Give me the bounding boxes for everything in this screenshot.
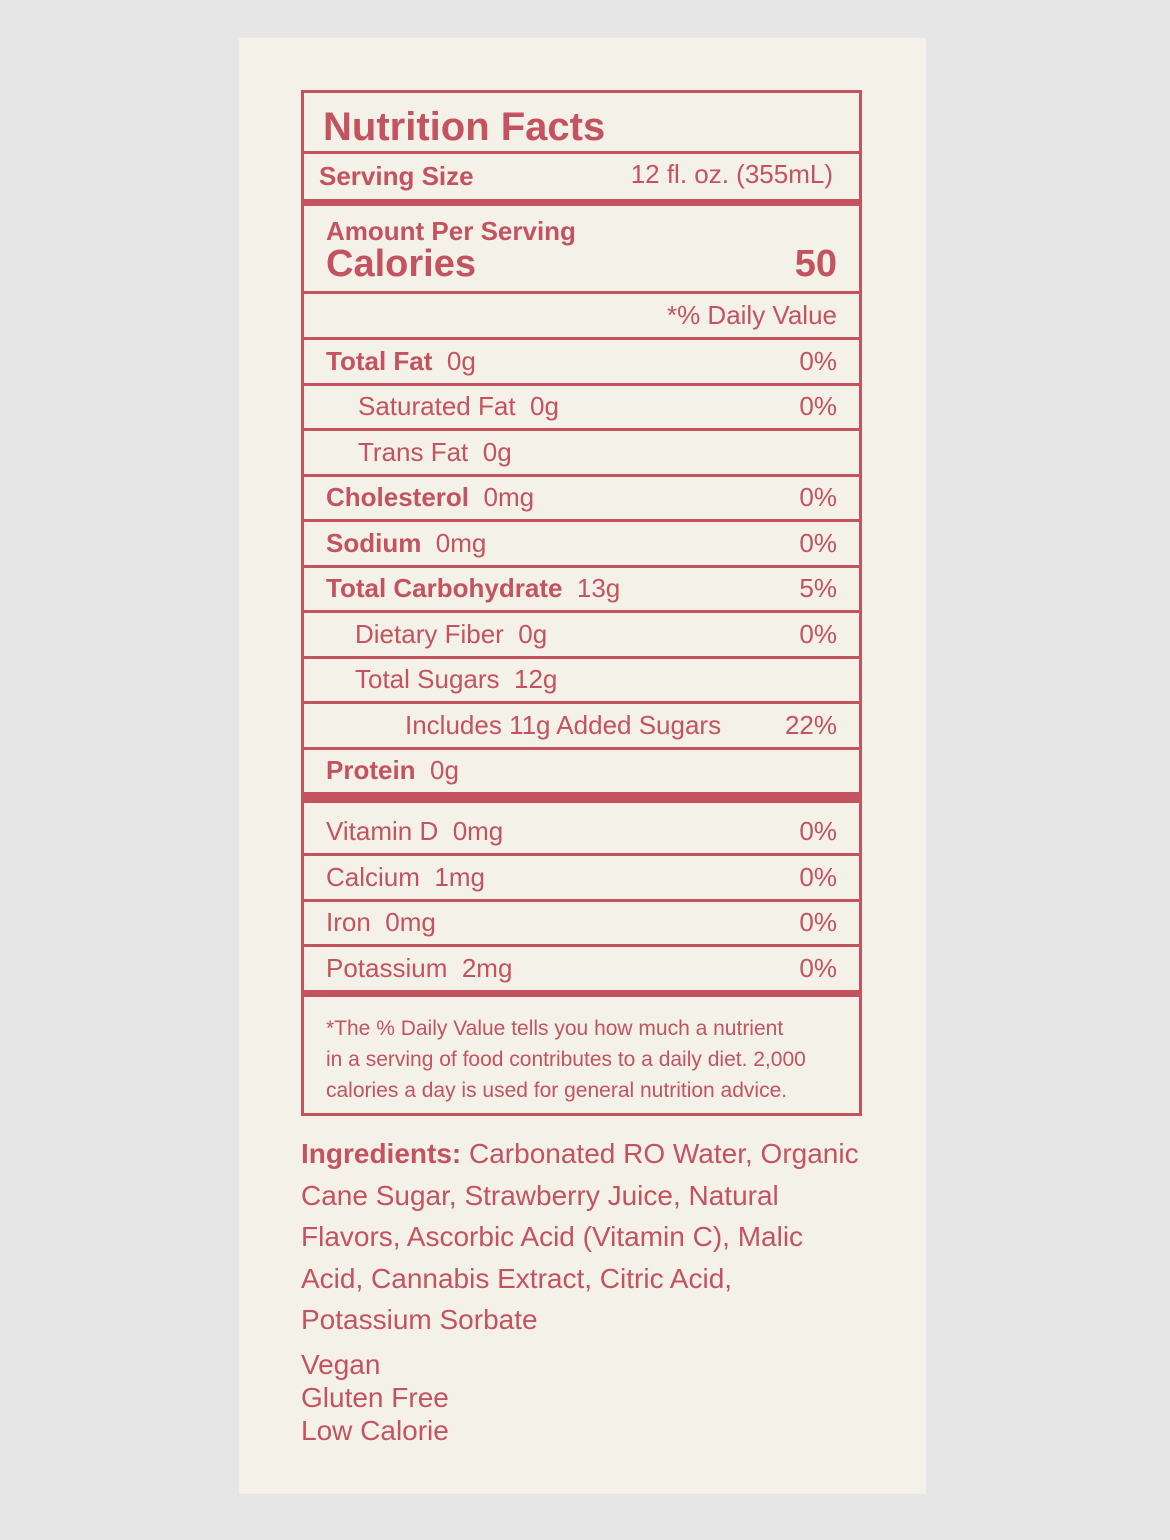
vitamin-dv: 0%: [799, 953, 837, 983]
nutrient-amount: 0g: [446, 346, 476, 376]
nutrient-amount: 0mg: [483, 482, 535, 512]
nutrient-name: Dietary Fiber: [355, 619, 504, 649]
divider: [304, 610, 859, 613]
nutrient-dv: 0%: [799, 346, 837, 376]
nutrient-amount: 0mg: [435, 528, 487, 558]
divider: [304, 853, 859, 856]
footnote-line: *The % Daily Value tells you how much a nutrient: [326, 1017, 784, 1040]
nutrient-dv: 5%: [799, 573, 837, 603]
nutrient-amount: 0g: [530, 391, 559, 421]
divider: [304, 944, 859, 947]
calories-value: 50: [794, 243, 837, 285]
nutrient-dv: 22%: [784, 710, 837, 740]
nutrient-name: Cholesterol: [326, 482, 470, 512]
nutrient-amount: 0g: [518, 619, 548, 649]
divider: [304, 151, 859, 154]
nutrient-name: Saturated Fat: [358, 391, 516, 421]
thick-divider: [304, 199, 859, 206]
divider: [304, 474, 859, 477]
vitamin-name: Calcium: [326, 862, 420, 892]
vitamin-name: Vitamin D: [326, 816, 439, 846]
calories-label: Calories: [326, 243, 476, 285]
daily-value-header: *% Daily Value: [666, 300, 837, 330]
divider: [304, 899, 859, 902]
thick-divider: [304, 792, 859, 803]
nutrient-name: Trans Fat: [358, 437, 469, 467]
footnote: [326, 1013, 846, 1106]
thick-divider: [304, 990, 859, 997]
vitamin-amount: 2mg: [461, 953, 513, 983]
vitamin-name: Potassium: [326, 953, 448, 983]
nutrient-name: Sodium: [326, 528, 422, 558]
tag-vegan: Vegan: [301, 1349, 381, 1380]
divider: [304, 428, 859, 431]
nutrient-name: Total Sugars: [355, 664, 500, 694]
divider: [304, 656, 859, 659]
nutrient-amount: 13g: [576, 573, 621, 603]
vitamin-dv: 0%: [799, 862, 837, 892]
divider: [304, 747, 859, 750]
nutrient-dv: 0%: [799, 528, 837, 558]
footnote-line: calories a day is used for general nutrition advice.: [326, 1079, 788, 1102]
tag-low-calorie: Low Calorie: [301, 1415, 449, 1446]
nutrient-dv: 0%: [799, 391, 837, 421]
vitamin-dv: 0%: [799, 816, 837, 846]
nutrient-dv: 0%: [799, 482, 837, 512]
divider: [304, 701, 859, 704]
nutrient-amount: 12g: [513, 664, 558, 694]
nutrient-name: Includes 11g Added Sugars: [405, 710, 722, 740]
footnote-line: in a serving of food contributes to a daily diet. 2,000: [326, 1048, 806, 1071]
divider: [304, 291, 859, 294]
nutrient-name: Total Fat: [326, 346, 433, 376]
divider: [304, 565, 859, 568]
amount-per-serving: Amount Per Serving: [326, 216, 576, 246]
divider: [304, 383, 859, 386]
nutrient-amount: 0g: [430, 755, 459, 785]
vitamin-amount: 0mg: [452, 816, 504, 846]
vitamin-amount: 0mg: [385, 907, 436, 937]
ingredients: [301, 1133, 866, 1341]
vitamin-amount: 1mg: [434, 862, 485, 892]
ingredients-label: Ingredients:: [301, 1138, 462, 1169]
divider: [304, 519, 859, 522]
serving-size-value: 12 fl. oz. (355mL): [630, 159, 833, 189]
panel-title: Nutrition Facts: [323, 105, 606, 149]
divider: [304, 337, 859, 340]
serving-size-label: Serving Size: [319, 161, 474, 191]
nutrient-name: Total Carbohydrate: [326, 573, 563, 603]
tag-gluten-free: Gluten Free: [301, 1382, 449, 1413]
nutrient-dv: 0%: [799, 619, 837, 649]
ingredients-text: Carbonated RO Water, Organic Cane Sugar, Strawberry Juice, Natural Flavors, Ascorbic Acid (Vitamin C), Malic Acid, Cannabis Extract, Citric Acid, Potassium Sorbate: [301, 1138, 859, 1335]
nutrient-name: Protein: [326, 755, 416, 785]
vitamin-dv: 0%: [799, 907, 837, 937]
nutrient-amount: 0g: [482, 437, 512, 467]
nutrition-facts-panel: [301, 90, 862, 1116]
diet-tags: [301, 1348, 449, 1447]
vitamin-name: Iron: [326, 907, 371, 937]
